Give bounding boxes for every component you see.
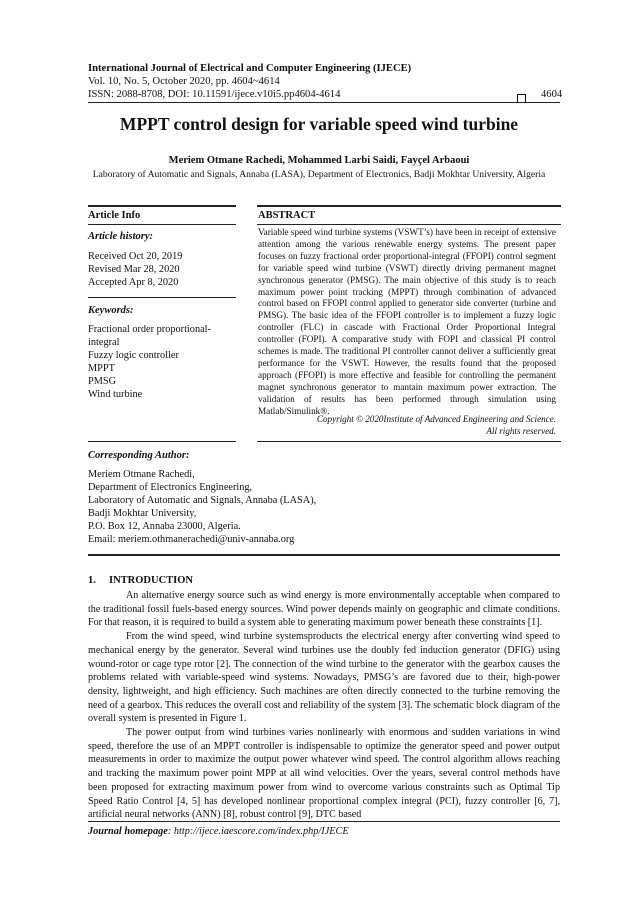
article-info-heading: Article Info <box>88 210 141 221</box>
abstract-rule-2 <box>257 224 561 225</box>
journal-homepage: Journal homepage: http://ijece.iaescore.com/index.php/IJECE <box>88 826 349 837</box>
intro-paragraph: The power output from wind turbines varies nonlinearly with enormous and sudden variations in wind speed, therefore the use of an MPPT controller is indispensable to optimize the generator speed and power output measurements in order to maximize the output power whatever wind speed. The control algorithm allows reaching and tracking the maximum power point MPP at all wind velocities. Over the years, several control methods have been proposed for extracting maximum power from wind to overcome various constraints such as Optimal Tip Speed Ratio Control [4, 5] has developed nonlinear proportional complex integral (PCI), fuzzy controller [6, 7], artificial neural networks (ANN) [8], robust control [9], DTC based <box>88 727 560 821</box>
journal-name: International Journal of Electrical and Computer Engineering (IJECE) <box>88 63 412 74</box>
keyword-item: integral <box>88 337 120 348</box>
footer-rule <box>88 821 560 822</box>
intro-body <box>88 589 560 822</box>
affiliation: Laboratory of Automatic and Signals, Annaba (LASA), Department of Electronics, Badji Mokhtar University, Algeria <box>92 169 546 180</box>
header-rule <box>88 102 560 103</box>
issn-doi: ISSN: 2088-8708, DOI: 10.11591/ijece.v10i5.pp4604-4614 <box>88 89 341 100</box>
abstract-heading: ABSTRACT <box>258 210 316 221</box>
article-info-rule-2 <box>88 224 236 225</box>
corresponding-email: Email: meriem.othmanerachedi@univ-annaba.org <box>88 534 295 545</box>
square-icon <box>517 90 526 108</box>
article-info-rule-top <box>88 205 236 207</box>
page-number: 4604 <box>541 89 563 100</box>
corresponding-lab: Laboratory of Automatic and Signals, Annaba (LASA), <box>88 495 317 506</box>
keyword-item: Wind turbine <box>88 389 143 400</box>
abstract-rule-top <box>257 205 561 207</box>
homepage-label: Journal homepage <box>88 826 168 837</box>
keyword-item: Fractional order proportional- <box>88 324 211 335</box>
corresponding-dept: Department of Electronics Engineering, <box>88 482 253 493</box>
corresponding-rule <box>88 554 560 556</box>
homepage-link[interactable]: http://ijece.iaescore.com/index.php/IJECE <box>173 826 349 837</box>
article-info-rule-bottom <box>88 441 236 442</box>
intro-heading: 1. INTRODUCTION <box>88 575 194 586</box>
keyword-item: Fuzzy logic controller <box>88 350 179 361</box>
copyright-line-1: Copyright © 2020Institute of Advanced Engineering and Science. <box>316 414 556 424</box>
history-revised: Revised Mar 28, 2020 <box>88 264 180 275</box>
history-list <box>88 250 182 289</box>
keywords-list <box>88 323 211 401</box>
keywords-rule <box>88 297 236 298</box>
abstract-rule-bottom <box>257 441 561 442</box>
history-accepted: Accepted Apr 8, 2020 <box>88 277 179 288</box>
keyword-item: PMSG <box>88 376 117 387</box>
volume-info: Vol. 10, No. 5, October 2020, pp. 4604~4614 <box>88 76 280 87</box>
keyword-item: MPPT <box>88 363 115 374</box>
keywords-heading: Keywords: <box>88 305 134 316</box>
copyright-line-2: All rights reserved. <box>486 426 556 436</box>
authors: Meriem Otmane Rachedi, Mohammed Larbi Saidi, Fayçel Arbaoui <box>168 155 470 166</box>
history-heading: Article history: <box>88 231 154 242</box>
paper-title: MPPT control design for variable speed wind turbine <box>119 114 519 134</box>
history-received: Received Oct 20, 2019 <box>88 251 183 262</box>
abstract-text: Variable speed wind turbine systems (VSWT’s) have been in receipt of extensive attention among the various renewable energy systems. The present paper focuses on fuzzy fractional order proportional-integral (FFOPI) control segment for variable speed wind turbine (VSWT) directly driving permanent magnet synchronous generator (PMSG). The main objective of this study is to reach maximum power point tracking (MPPT) through combination of advanced control based on FFOPI control applied to generator side converter (turbine and PMSG). The basic idea of the FFOPI controller is to implement a fuzzy logic controller (FLC) in cascade with Fractional Order Proportional Integral controller (FOPI). A comparative study with FOPI and classical PI control schemes is made. The traditional PI controller cannot deliver a sufficiently great performance for the VSWT. However, the results found that the proposed approach (FFOPI) is more effective and feasible for controlling the permanent magnet synchronous generator to mantain maximum power extraction. The validation of results has been performed through simulation using Matlab/Simulink®. <box>258 227 556 416</box>
corresponding-address: P.O. Box 12, Annaba 23000, Algeria. <box>88 521 241 532</box>
intro-paragraph: An alternative energy source such as wind energy is more environmentally acceptable when compared to the traditional fossil fuels-based energy sources. Wind power depends mainly on geographic and climate conditions. For that reason, it is required to build a system able to generating maximum power beneath these constraints [1]. <box>88 590 560 629</box>
corresponding-heading: Corresponding Author: <box>88 450 190 461</box>
corresponding-university: Badji Mokhtar University, <box>88 508 197 519</box>
corresponding-name: Meriem Otmane Rachedi, <box>88 469 195 480</box>
intro-paragraph: From the wind speed, wind turbine systemsproducts the electrical energy after converting wind speed to mechanical energy by the generator. Several wind turbines use the doubly fed induction generator (DFIG) using wound-rotor or cage type rotor [2]. The connection of the wind turbine to the generator with the gearbox causes the problems related with variable-speed wind systems. Nowadays, PMSG’s are favored due to their, high-power density, lightweight, and high efficiency. Such machines are often directly connected to the turbine removing the need of a gearbox. This reduces the overall cost and reliability of the system [3]. The schematic block diagram of the overall system is presented in Figure 1. <box>88 631 560 725</box>
corresponding-details <box>88 468 316 546</box>
